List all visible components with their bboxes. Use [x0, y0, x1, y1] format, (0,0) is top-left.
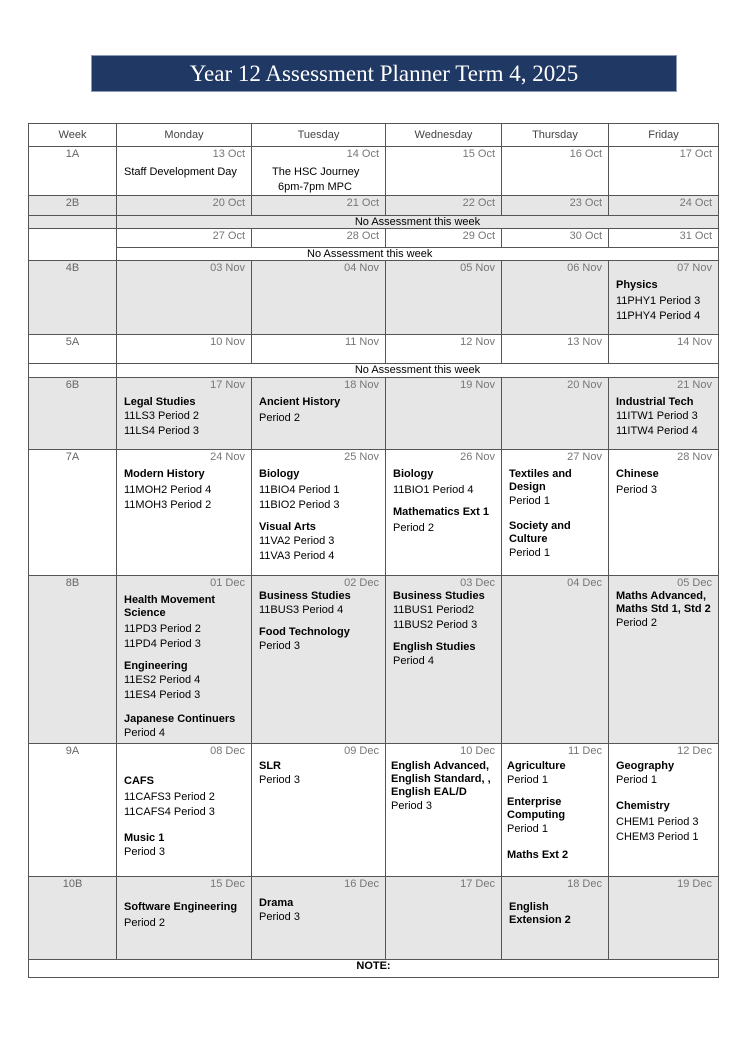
page-title: Year 12 Assessment Planner Term 4, 2025	[91, 55, 677, 92]
entry-text: Period 4	[124, 727, 165, 739]
date-label: 30 Oct	[569, 230, 602, 242]
subject-name: Enterprise Computing	[507, 796, 566, 821]
date-label: 05 Dec	[677, 577, 712, 589]
date-label: 14 Nov	[677, 336, 712, 348]
entry-text: 11PHY1 Period 3	[616, 295, 701, 307]
date-label: 29 Oct	[462, 230, 495, 242]
subject-name: Maths Advanced, Maths Std 1, Std 2	[616, 590, 711, 615]
entry-text: Period 3	[259, 911, 300, 923]
subject-name: Chemistry	[616, 800, 670, 812]
week-label: 7A	[65, 451, 80, 463]
week-label: 4B	[65, 262, 80, 274]
entry-text: 11BIO4 Period 1	[259, 484, 340, 496]
table-row	[29, 261, 719, 335]
date-label: 19 Dec	[677, 878, 712, 890]
table-row	[29, 216, 719, 229]
entry-text: 11CAFS3 Period 2	[124, 791, 215, 803]
subject-name: Maths Ext 2	[507, 849, 569, 861]
subject-name: Music 1	[124, 832, 165, 844]
table-row	[29, 335, 719, 364]
header-wednesday: Wednesday	[386, 124, 502, 147]
entry-text: 11PD4 Period 3	[124, 638, 201, 650]
date-label: 04 Dec	[567, 577, 602, 589]
no-assessment-note: No Assessment this week	[117, 216, 719, 229]
entry-text: 11ES2 Period 4	[124, 674, 201, 686]
entry-text: 11ITW4 Period 4	[616, 425, 698, 437]
subject-name: English Extension 2	[509, 901, 571, 926]
date-label: 18 Dec	[567, 878, 602, 890]
subject-name: Textiles and Design	[509, 468, 572, 493]
subject-name: Business Studies	[259, 590, 351, 602]
date-label: 17 Dec	[460, 878, 495, 890]
date-label: 25 Nov	[344, 451, 379, 463]
no-assessment-note: No Assessment this week	[117, 248, 719, 261]
subject-name: English Advanced, English Standard, , English EAL/D	[391, 760, 491, 798]
subject-name: Health Movement Science	[124, 594, 216, 619]
entry-text: Period 1	[507, 823, 548, 835]
date-label: 20 Nov	[567, 379, 602, 391]
subject-name: SLR	[259, 760, 281, 772]
week-label: 1A	[65, 148, 80, 160]
date-label: 03 Dec	[460, 577, 495, 589]
date-label: 17 Nov	[210, 379, 245, 391]
header-tuesday: Tuesday	[252, 124, 386, 147]
entry-text: 11BUS2 Period 3	[393, 619, 478, 631]
table-row	[29, 450, 719, 576]
header-thursday: Thursday	[502, 124, 609, 147]
entry-text: Period 3	[391, 800, 432, 812]
date-label: 16 Oct	[569, 148, 602, 160]
date-label: 05 Nov	[460, 262, 495, 274]
date-label: 16 Dec	[344, 878, 379, 890]
date-label: 13 Nov	[567, 336, 602, 348]
subject-name: Biology	[259, 468, 300, 480]
entry-text: Period 1	[507, 774, 548, 786]
entry-text: 11PD3 Period 2	[124, 623, 201, 635]
date-label: 06 Nov	[567, 262, 602, 274]
entry-text: Period 3	[259, 640, 300, 652]
entry-text: 11VA3 Period 4	[259, 550, 335, 562]
table-row	[29, 248, 719, 261]
date-label: 19 Nov	[460, 379, 495, 391]
entry-text: 11MOH2 Period 4	[124, 484, 212, 496]
entry-text: 11CAFS4 Period 3	[124, 806, 215, 818]
entry-text: 11ITW1 Period 3	[616, 410, 698, 422]
entry-text: 11BUS3 Period 4	[259, 604, 344, 616]
date-label: 26 Nov	[460, 451, 495, 463]
entry-text: Period 4	[393, 655, 434, 667]
date-label: 13 Oct	[212, 148, 245, 160]
table-row	[29, 576, 719, 744]
subject-name: Modern History	[124, 468, 205, 480]
date-label: 27 Nov	[567, 451, 602, 463]
subject-name: Japanese Continuers	[124, 713, 236, 725]
date-label: 04 Nov	[344, 262, 379, 274]
entry-text: Period 3	[616, 484, 657, 496]
date-label: 15 Dec	[210, 878, 245, 890]
date-label: 12 Nov	[460, 336, 495, 348]
entry-text: Period 2	[616, 617, 657, 629]
entry-text: Staff Development Day	[124, 166, 237, 178]
entry-text: Period 1	[616, 774, 657, 786]
week-label: 8B	[65, 577, 80, 589]
entry-text: 11MOH3 Period 2	[124, 499, 212, 511]
entry-text: Period 3	[124, 846, 165, 858]
entry-text: 11LS3 Period 2	[124, 410, 200, 422]
entry-text: Period 1	[509, 495, 550, 507]
date-label: 23 Oct	[569, 197, 602, 209]
entry-text: 11BUS1 Period2	[393, 604, 475, 616]
entry-text: Period 2	[393, 522, 434, 534]
header-monday: Monday	[117, 124, 252, 147]
subject-name: Chinese	[616, 468, 659, 480]
table-row	[29, 364, 719, 378]
entry-text: 11PHY4 Period 4	[616, 310, 701, 322]
date-label: 18 Nov	[344, 379, 379, 391]
date-label: 07 Nov	[677, 262, 712, 274]
subject-name: Legal Studies	[124, 396, 196, 408]
entry-text: CHEM3 Period 1	[616, 831, 699, 843]
entry-text: Period 2	[124, 917, 165, 929]
subject-name: Agriculture	[507, 760, 566, 772]
date-label: 14 Oct	[346, 148, 379, 160]
week-label: 2B	[65, 197, 80, 209]
date-label: 10 Dec	[460, 745, 495, 757]
week-label: 6B	[65, 379, 80, 391]
subject-name: Industrial Tech	[616, 396, 694, 408]
entry-text: Period 3	[259, 774, 300, 786]
entry-text: Period 1	[509, 547, 550, 559]
week-label	[29, 229, 116, 230]
subject-name: Visual Arts	[259, 521, 316, 533]
header-week: Week	[29, 124, 117, 147]
date-label: 22 Oct	[462, 197, 495, 209]
subject-name: CAFS	[124, 775, 154, 787]
date-label: 10 Nov	[210, 336, 245, 348]
date-label: 27 Oct	[212, 230, 245, 242]
date-label: 12 Dec	[677, 745, 712, 757]
table-row	[29, 744, 719, 877]
entry-text: 6pm-7pm MPC	[278, 181, 352, 193]
subject-name: Mathematics Ext 1	[393, 506, 489, 518]
subject-name: Physics	[616, 279, 658, 291]
subject-name: Business Studies	[393, 590, 485, 602]
entry-text: 11VA2 Period 3	[259, 535, 335, 547]
no-assessment-note: No Assessment this week	[117, 364, 719, 378]
date-label: 20 Oct	[212, 197, 245, 209]
entry-text: 11BIO1 Period 4	[393, 484, 474, 496]
week-label: 9A	[65, 745, 80, 757]
entry-text: 11BIO2 Period 3	[259, 499, 340, 511]
subject-name: Food Technology	[259, 626, 350, 638]
table-row	[29, 147, 719, 196]
date-label: 28 Nov	[677, 451, 712, 463]
subject-name: English Studies	[393, 641, 476, 653]
date-label: 21 Nov	[677, 379, 712, 391]
table-row	[29, 196, 719, 216]
header-friday: Friday	[609, 124, 719, 147]
subject-name: Ancient History	[259, 396, 341, 408]
subject-name: Software Engineering	[124, 901, 238, 913]
date-label: 17 Oct	[679, 148, 712, 160]
subject-name: Engineering	[124, 660, 188, 672]
date-label: 02 Dec	[344, 577, 379, 589]
date-label: 24 Oct	[679, 197, 712, 209]
subject-name: Geography	[616, 760, 675, 772]
week-label: 10B	[62, 878, 83, 890]
note-label: NOTE:	[29, 960, 719, 978]
subject-name: Biology	[393, 468, 434, 480]
entry-text: 11LS4 Period 3	[124, 425, 200, 437]
entry-text: 11ES4 Period 3	[124, 689, 201, 701]
entry-text: CHEM1 Period 3	[616, 816, 699, 828]
entry-text: Period 2	[259, 412, 300, 424]
date-label: 03 Nov	[210, 262, 245, 274]
assessment-planner-table	[28, 123, 719, 978]
date-label: 15 Oct	[462, 148, 495, 160]
subject-name: Society and Culture	[509, 520, 571, 545]
table-row	[29, 378, 719, 450]
date-label: 01 Dec	[210, 577, 245, 589]
date-label: 31 Oct	[679, 230, 712, 242]
date-label: 24 Nov	[210, 451, 245, 463]
table-row	[29, 877, 719, 960]
date-label: 09 Dec	[344, 745, 379, 757]
table-row	[29, 229, 719, 248]
week-label: 5A	[65, 336, 80, 348]
entry-text: The HSC Journey	[272, 166, 360, 178]
date-label: 28 Oct	[346, 230, 379, 242]
date-label: 11 Nov	[344, 336, 379, 348]
date-label: 11 Dec	[567, 745, 602, 757]
date-label: 21 Oct	[346, 197, 379, 209]
subject-name: Drama	[259, 897, 294, 909]
date-label: 08 Dec	[210, 745, 245, 757]
table-row	[29, 960, 719, 978]
